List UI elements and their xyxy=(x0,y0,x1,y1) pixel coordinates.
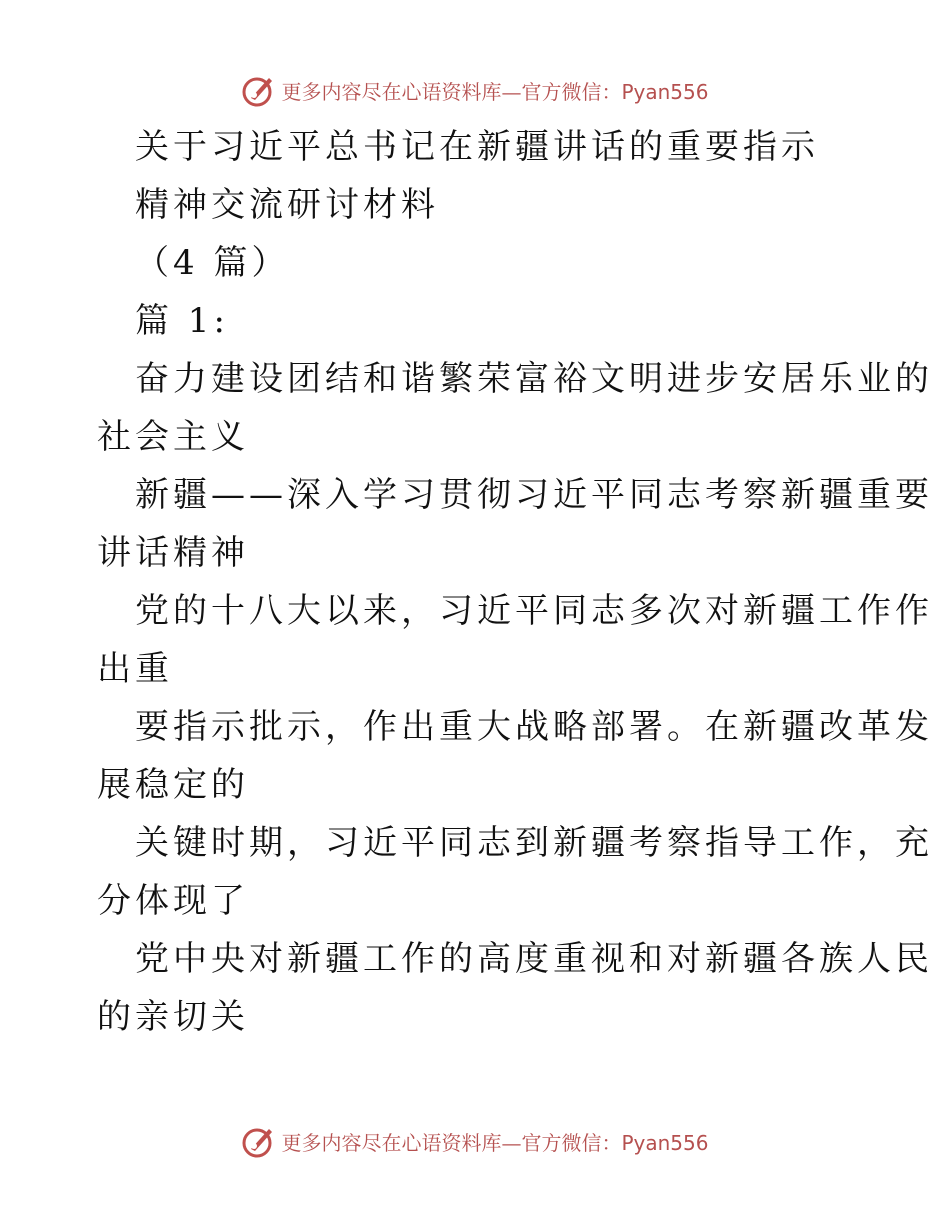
header-banner xyxy=(0,70,950,110)
document-line: 的亲切关 xyxy=(97,997,249,1037)
document-line: 关键时期，习近平同志到新疆考察指导工作，充 xyxy=(135,823,933,863)
document-line: 关于习近平总书记在新疆讲话的重要指示 xyxy=(135,127,819,167)
document-line: 党的十八大以来，习近平同志多次对新疆工作作 xyxy=(135,591,933,631)
quill-logo-icon xyxy=(241,72,277,108)
header-banner-contact: 官方微信：Pyan556 xyxy=(521,79,709,104)
footer-banner-text: 更多内容尽在心语资料库— xyxy=(281,1130,522,1155)
document-line: 讲话精神 xyxy=(97,533,249,573)
document-line: （4 篇） xyxy=(135,243,290,283)
document-line: 精神交流研讨材料 xyxy=(135,185,439,225)
document-line: 党中央对新疆工作的高度重视和对新疆各族人民 xyxy=(135,939,933,979)
document-body xyxy=(97,118,933,1046)
document-line: 分体现了 xyxy=(97,881,249,921)
document-line: 社会主义 xyxy=(97,417,249,457)
header-banner-text: 更多内容尽在心语资料库— xyxy=(281,79,522,104)
quill-logo-icon xyxy=(241,1123,277,1159)
footer-banner xyxy=(0,1121,950,1161)
document-line: 篇 1: xyxy=(135,301,229,341)
footer-banner-contact: 官方微信：Pyan556 xyxy=(521,1130,709,1155)
document-line: 奋力建设团结和谐繁荣富裕文明进步安居乐业的 xyxy=(135,359,933,399)
document-line: 新疆——深入学习贯彻习近平同志考察新疆重要 xyxy=(135,475,933,515)
document-line: 展稳定的 xyxy=(97,765,249,805)
document-line: 出重 xyxy=(97,649,173,689)
document-line: 要指示批示，作出重大战略部署。在新疆改革发 xyxy=(135,707,933,747)
